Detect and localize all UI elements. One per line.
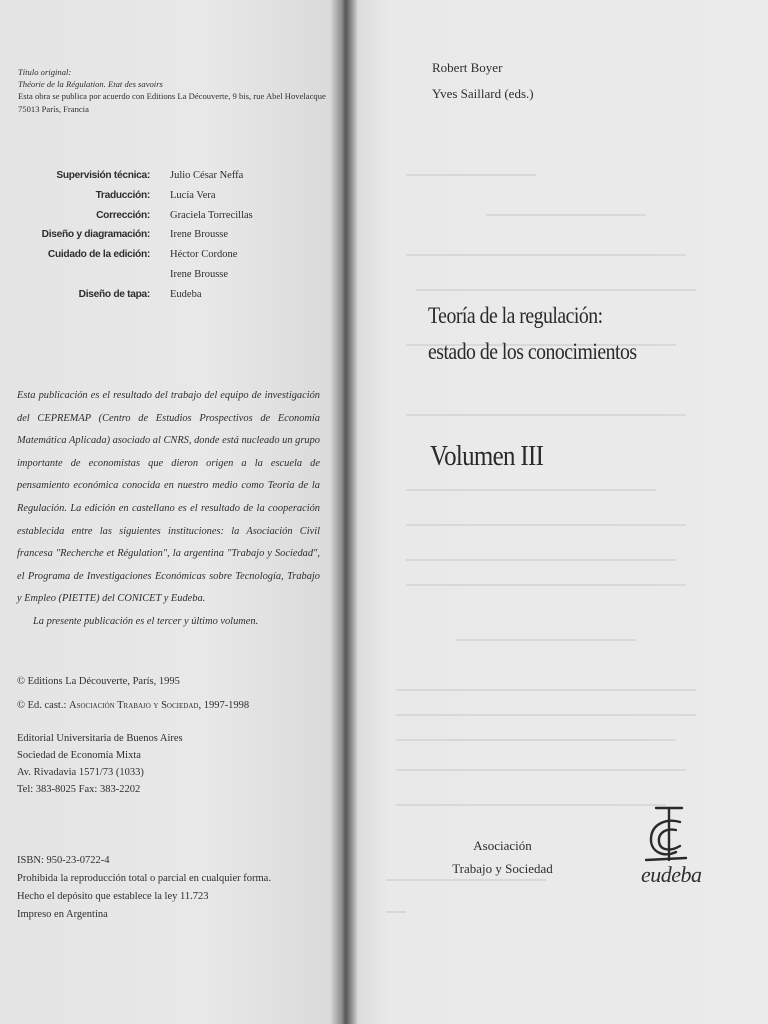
- eudeba-logo-text: eudeba: [641, 862, 702, 887]
- association-line: Asociación: [473, 838, 532, 853]
- title-line: Teoría de la regulación:: [428, 303, 603, 328]
- credit-name: Eudeba: [170, 288, 202, 300]
- credit-role: Corrección:: [96, 209, 150, 221]
- credit-role: [30, 265, 150, 285]
- intro-text: [17, 385, 320, 634]
- credit-row: [30, 265, 330, 285]
- legal-line: Hecho el depósito que establece la ley 11.723: [17, 891, 209, 902]
- credit-role: Diseño y diagramación:: [41, 229, 150, 241]
- publisher-address: 75013 París, Francia: [18, 103, 89, 114]
- credit-name: Irene Brousse: [170, 268, 229, 280]
- intro-paragraph: Esta publicación es el resultado del trabajo del equipo de investigación del CEPREMAP (Centro de Estudios Prospectivos de Economía Matemática Aplicada) asociado al CNRS, donde está nucleado un grupo importante de economistas que dieron origen a la escuela de pensamiento económica conocida en nuestro medio como Teoría de la Regulación. La edición en castellano es el resultado de la cooperación establecida entre las siguientes instituciones: la Asociación Civil francesa "Recherche et Régulation", la argentina "Trabajo y Sociedad", el Programa de Investigaciones Económicas sobre Tecnología, Trabajo y Empleo (PIETTE) del CONICET y Eudeba.: [17, 390, 320, 605]
- credit-row: [30, 245, 330, 265]
- original-title-label: Título original:: [18, 67, 72, 77]
- copyright-holder: Asociación Trabajo y Sociedad: [69, 700, 199, 711]
- publisher-line: Sociedad de Economía Mixta: [17, 750, 141, 761]
- publisher-block: [17, 730, 327, 798]
- credit-row: [30, 285, 330, 305]
- agreement-note: Esta obra se publica por acuerdo con Editions La Découverte, 9 bis, rue Abel Hovelacque: [18, 91, 326, 102]
- copyright-years: , 1997-1998: [198, 700, 250, 711]
- original-title-block: [18, 66, 328, 115]
- credit-role: Diseño de tapa:: [78, 288, 150, 300]
- author-name: Robert Boyer: [432, 60, 503, 75]
- credit-row: [30, 225, 330, 245]
- publisher-line: Tel: 383-8025 Fax: 383-2202: [17, 784, 141, 795]
- credit-name: Graciela Torrecillas: [170, 209, 253, 221]
- author-name: Yves Saillard (eds.): [432, 86, 534, 101]
- credit-row: [30, 206, 330, 226]
- copyright-spanish: [17, 697, 327, 714]
- isbn: ISBN: 950-23-0722-4: [17, 855, 110, 866]
- legal-line: Impreso en Argentina: [17, 909, 108, 920]
- credits-list: [30, 166, 330, 305]
- authors: [432, 55, 534, 107]
- credit-role: Traducción:: [95, 189, 150, 201]
- copyright-prefix: © Ed. cast.:: [17, 700, 70, 711]
- subtitle-line: estado de los conocimientos: [428, 339, 637, 364]
- association-line: Trabajo y Sociedad: [452, 861, 553, 876]
- credit-name: Irene Brousse: [170, 229, 229, 241]
- intro-last-line: La presente publicación es el tercer y último volumen.: [33, 615, 259, 627]
- credit-name: Lucía Vera: [170, 189, 216, 201]
- copyright-original: © Editions La Découverte, París, 1995: [17, 676, 180, 687]
- original-title: Théorie de la Régulation. Etat des savoirs: [18, 79, 163, 90]
- credit-name: Héctor Cordone: [170, 249, 238, 261]
- book-title: [428, 298, 637, 370]
- legal-block: [17, 852, 327, 924]
- publisher-line: Av. Rivadavia 1571/73 (1033): [17, 767, 144, 778]
- credit-role: Supervisión técnica:: [56, 170, 150, 181]
- credit-name: Julio César Neffa: [170, 170, 244, 181]
- association-name: [440, 834, 565, 880]
- credit-row: [30, 186, 330, 206]
- credit-row: [30, 166, 330, 186]
- credit-role: Cuidado de la edición:: [47, 249, 150, 261]
- left-page: [0, 0, 342, 1024]
- legal-line: Prohibida la reproducción total o parcial en cualquier forma.: [17, 873, 271, 884]
- volume-label: Volumen III: [430, 440, 544, 472]
- publisher-line: Editorial Universitaria de Buenos Aires: [17, 733, 183, 744]
